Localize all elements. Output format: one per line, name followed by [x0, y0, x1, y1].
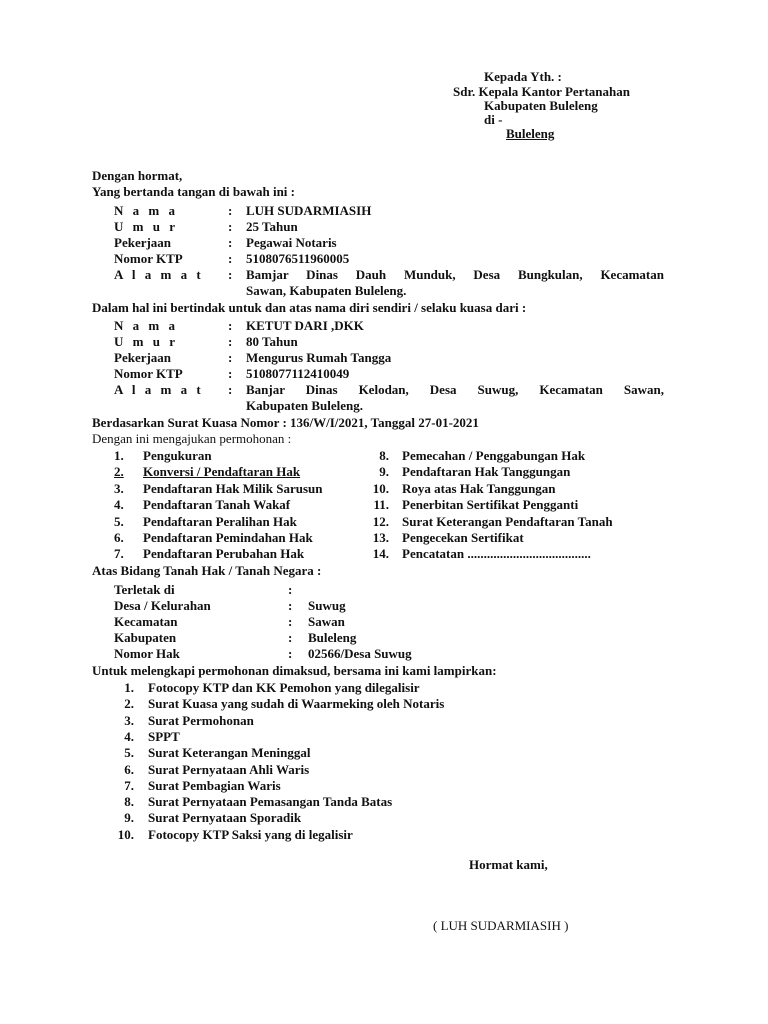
request-right-text: Pendaftaran Hak Tanggungan: [402, 464, 571, 480]
colon: :: [228, 267, 233, 282]
addressee-line-2: Sdr. Kepala Kantor Pertanahan: [453, 84, 630, 99]
attachments-intro: Untuk melengkapi permohonan dimaksud, bersama ini kami lampirkan:: [92, 663, 497, 678]
principal-address-line-1: Banjar Dinas Kelodan, Desa Suwug, Kecamatan Sawan,: [246, 382, 664, 397]
request-left-text: Pendaftaran Hak Milik Sarusun: [143, 480, 323, 496]
attachment-number: 4.: [124, 728, 134, 744]
request-right-text: Pencatatan ......................................: [402, 546, 591, 562]
request-right-number: 14.: [372, 546, 389, 562]
land-regency: Buleleng: [308, 630, 357, 645]
attachment-number: 5.: [124, 745, 134, 761]
land-village: Suwug: [308, 598, 346, 613]
colon: :: [228, 334, 233, 349]
attachment-number: 7.: [124, 777, 134, 793]
colon: :: [288, 630, 293, 645]
attachment-text: Surat Pernyataan Pemasangan Tanda Batas: [148, 794, 393, 810]
attachment-number: 3.: [124, 712, 134, 728]
request-right-number: 10.: [372, 480, 389, 496]
attachment-text: Fotocopy KTP Saksi yang di legalisir: [148, 826, 353, 842]
addressee-line-3: Kabupaten Buleleng: [484, 98, 598, 113]
applicant-ktp-label: Nomor KTP: [114, 251, 183, 266]
attachment-number: 8.: [124, 794, 134, 810]
colon: :: [228, 235, 233, 250]
applicant-name-label: N a m a: [114, 203, 178, 218]
request-left-text: Konversi / Pendaftaran Hak: [143, 464, 301, 480]
closing: Hormat kami,: [469, 857, 548, 872]
attachment-text: Surat Permohonan: [148, 712, 254, 728]
attachment-number: 6.: [124, 761, 134, 777]
applicant-ktp: 5108076511960005: [246, 251, 350, 266]
colon: :: [228, 350, 233, 365]
attachment-text: Surat Pernyataan Sporadik: [148, 810, 302, 826]
applicant-address-line-2: Sawan, Kabupaten Buleleng.: [246, 283, 407, 298]
colon: :: [228, 203, 233, 218]
request-left-number: 2.: [114, 464, 124, 480]
colon: :: [228, 382, 233, 397]
request-intro: Dengan ini mengajukan permohonan :: [92, 431, 292, 446]
attachment-number: 1.: [124, 680, 134, 695]
attachment-text: Surat Keterangan Meninggal: [148, 745, 311, 761]
request-right-text: Roya atas Hak Tanggungan: [402, 480, 556, 496]
request-right-text: Penerbitan Sertifikat Pengganti: [402, 497, 579, 513]
principal-job: Mengurus Rumah Tangga: [246, 350, 392, 365]
request-right-text: Surat Keterangan Pendaftaran Tanah: [402, 513, 613, 529]
addressee-line-4: di -: [484, 112, 503, 127]
applicant-age: 25 Tahun: [246, 219, 298, 234]
principal-age-label: U m u r: [114, 334, 178, 349]
request-right-text: Pengecekan Sertifikat: [402, 530, 524, 545]
colon: :: [228, 366, 233, 381]
request-right-text: Pemecahan / Penggabungan Hak: [402, 448, 586, 463]
land-district: Sawan: [308, 614, 345, 629]
request-left-number: 4.: [114, 497, 124, 513]
attachment-text: Surat Pembagian Waris: [148, 777, 281, 793]
principal-job-label: Pekerjaan: [114, 350, 172, 365]
request-right-number: 8.: [379, 448, 389, 463]
greeting: Dengan hormat,: [92, 168, 183, 183]
land-heading: Atas Bidang Tanah Hak / Tanah Negara :: [92, 563, 322, 578]
colon: :: [288, 598, 293, 613]
land-location-label: Terletak di: [114, 582, 175, 597]
principal-address-label: A l a m a t: [114, 382, 204, 397]
colon: :: [228, 219, 233, 234]
addressee-city: Buleleng: [506, 126, 555, 141]
attachment-number: 2.: [124, 696, 134, 712]
land-village-label: Desa / Kelurahan: [114, 598, 211, 613]
request-left-text: Pendaftaran Perubahan Hak: [143, 546, 305, 562]
land-regency-label: Kabupaten: [114, 630, 177, 645]
principal-age: 80 Tahun: [246, 334, 298, 349]
request-left-text: Pengukuran: [143, 448, 212, 463]
land-right-number-label: Nomor Hak: [114, 646, 180, 661]
applicant-address-line-1: Bamjar Dinas Dauh Munduk, Desa Bungkulan, Kecamatan: [246, 267, 664, 282]
request-right-number: 11.: [373, 497, 389, 513]
colon: :: [288, 582, 293, 597]
colon: :: [288, 614, 293, 629]
applicant-age-label: U m u r: [114, 219, 178, 234]
request-right-number: 9.: [379, 464, 389, 480]
attachment-text: Surat Kuasa yang sudah di Waarmeking oleh Notaris: [148, 696, 445, 712]
request-left-number: 1.: [114, 448, 124, 463]
signature-name: ( LUH SUDARMIASIH ): [433, 918, 569, 933]
request-right-number: 13.: [372, 530, 389, 545]
request-left-number: 5.: [114, 513, 124, 529]
acting-for-text: Dalam hal ini bertindak untuk dan atas nama diri sendiri / selaku kuasa dari :: [92, 300, 527, 315]
principal-ktp-label: Nomor KTP: [114, 366, 183, 381]
principal-ktp: 5108077112410049: [246, 366, 350, 381]
attachment-number: 10.: [117, 826, 134, 842]
colon: :: [228, 318, 233, 333]
applicant-name: LUH SUDARMIASIH: [246, 203, 372, 218]
applicant-job: Pegawai Notaris: [246, 235, 337, 250]
request-left-text: Pendaftaran Peralihan Hak: [143, 513, 297, 529]
land-right-number: 02566/Desa Suwug: [308, 646, 412, 661]
principal-name: KETUT DARI ,DKK: [246, 318, 364, 333]
intro-text: Yang bertanda tangan di bawah ini :: [92, 184, 295, 199]
colon: :: [288, 646, 293, 661]
applicant-job-label: Pekerjaan: [114, 235, 172, 250]
request-left-number: 3.: [114, 480, 124, 496]
applicant-address-label: A l a m a t: [114, 267, 204, 282]
attachment-text: Surat Pernyataan Ahli Waris: [148, 761, 310, 777]
power-of-attorney: Berdasarkan Surat Kuasa Nomor : 136/W/I/2021, Tanggal 27-01-2021: [92, 415, 479, 430]
request-left-text: Pendaftaran Pemindahan Hak: [143, 530, 313, 545]
land-district-label: Kecamatan: [114, 614, 178, 629]
addressee-line-1: Kepada Yth. :: [484, 69, 562, 84]
colon: :: [228, 251, 233, 266]
principal-name-label: N a m a: [114, 318, 178, 333]
attachment-text: Fotocopy KTP dan KK Pemohon yang dilegalisir: [148, 680, 420, 695]
request-right-number: 12.: [372, 513, 389, 529]
attachment-text: SPPT: [148, 728, 180, 744]
request-left-text: Pendaftaran Tanah Wakaf: [143, 497, 291, 513]
request-left-number: 7.: [114, 546, 124, 562]
attachment-number: 9.: [124, 810, 134, 826]
principal-address-line-2: Kabupaten Buleleng.: [246, 398, 364, 413]
request-left-number: 6.: [114, 530, 124, 545]
